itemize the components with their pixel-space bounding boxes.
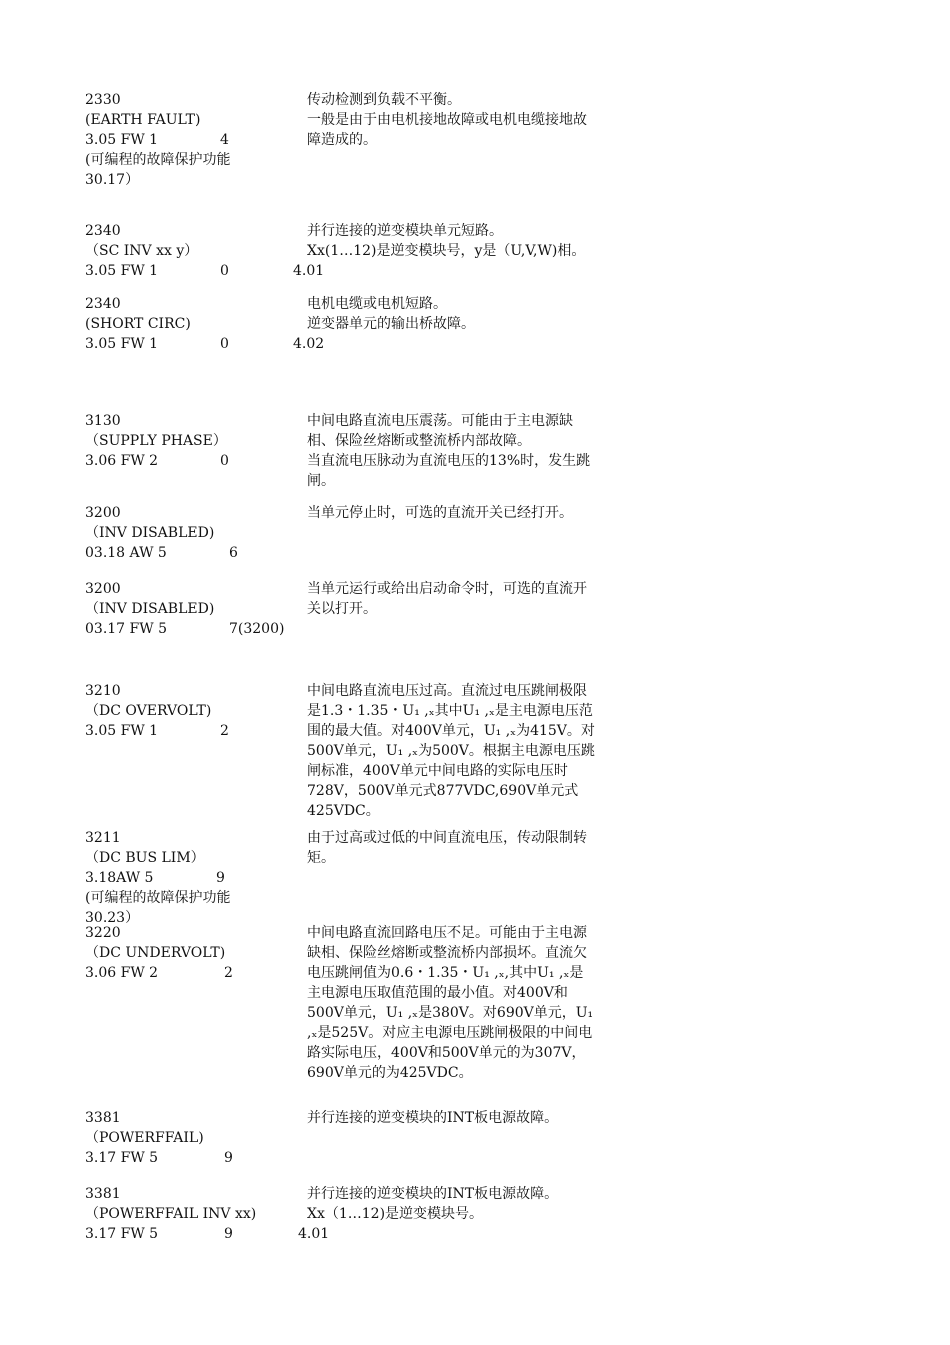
description-line: 中间电路直流电压过高。直流过电压跳闸极限是1.3・1.35・U₁ ,ₓ其中U₁ ,ₓ是主电源电压范围的最大值。对400V单元，U₁ ,ₓ为415V。对500V单元，U₁ ,ₓ为500V。根据主电源电压跳闸标准，400V单元中间电路的实际电压时728V，500V单元式877VDC,690V单元式425VDC。 <box>307 683 595 819</box>
fault-note-param: 30.17） <box>85 172 140 188</box>
fault-description <box>307 1184 597 1224</box>
description-line: 由于过高或过低的中间直流电压，传动限制转矩。 <box>307 830 587 866</box>
fault-parameter: 3.05 FW 1 <box>85 263 159 279</box>
fault-parameter: 3.17 FW 5 <box>85 1226 159 1242</box>
fault-bit: 9 <box>224 1150 233 1166</box>
fault-bit: 0 <box>220 263 229 279</box>
description-line: 中间电路直流电压震荡。可能由于主电源缺相、保险丝熔断或整流桥内部故障。 <box>307 413 573 449</box>
fault-note: (可编程的故障保护功能 <box>85 890 231 906</box>
fault-parameter: 03.18 AW 5 <box>85 545 167 561</box>
fault-name: （DC UNDERVOLT) <box>85 945 226 961</box>
fault-code: 2330 <box>85 92 121 108</box>
fault-bit: 7(3200) <box>229 621 285 637</box>
fault-name: （POWERFFAIL INV xx) <box>85 1206 257 1222</box>
fault-parameter: 3.05 FW 1 <box>85 723 159 739</box>
fault-name: （INV DISABLED) <box>85 601 215 617</box>
fault-description <box>307 579 597 619</box>
fault-code: 3220 <box>85 925 121 941</box>
fault-code: 3200 <box>85 505 121 521</box>
description-line: Xx（1…12)是逆变模块号。 <box>307 1206 484 1222</box>
fault-description <box>307 828 597 868</box>
fault-description <box>307 1108 597 1128</box>
fault-description <box>307 681 597 821</box>
description-line: 逆变器单元的输出桥故障。 <box>307 316 475 332</box>
fault-code: 3130 <box>85 413 121 429</box>
fault-note: (可编程的故障保护功能 <box>85 152 231 168</box>
fault-name: （INV DISABLED) <box>85 525 215 541</box>
fault-extra-code: 4.01 <box>298 1226 330 1242</box>
description-line: 当单元停止时，可选的直流开关已经打开。 <box>307 505 573 521</box>
fault-parameter: 3.05 FW 1 <box>85 132 159 148</box>
fault-name: （SUPPLY PHASE） <box>85 433 227 449</box>
description-line: 一般是由于由电机接地故障或电机电缆接地故障造成的。 <box>307 112 587 148</box>
fault-code: 3210 <box>85 683 121 699</box>
fault-bit: 9 <box>216 870 225 886</box>
description-line: 并行连接的逆变模块的INT板电源故障。 <box>307 1110 559 1126</box>
fault-note-param: 30.23） <box>85 910 140 926</box>
description-line: 电机电缆或电机短路。 <box>307 296 447 312</box>
fault-code: 2340 <box>85 223 121 239</box>
fault-name: （SC INV xx y） <box>85 243 199 259</box>
description-line: Xx(1…12)是逆变模块号，y是（U,V,W)相。 <box>307 243 586 259</box>
fault-bit: 2 <box>224 965 233 981</box>
fault-code: 3211 <box>85 830 121 846</box>
fault-name: （POWERFFAIL) <box>85 1130 204 1146</box>
fault-parameter: 3.05 FW 1 <box>85 336 159 352</box>
fault-bit: 2 <box>220 723 229 739</box>
description-line: 中间电路直流回路电压不足。可能由于主电源缺相、保险丝熔断或整流桥内部损坏。直流欠电压跳闸值为0.6・1.35・U₁ ,ₓ,其中U₁ ,ₓ是主电源电压取值范围的最小值。对400V和500V单元，U₁ ,ₓ是380V。对690V单元，U₁ ,ₓ是525V。对应主电源电压跳闸极限的中间电路实际电压，400V和500V单元的为307V，690V单元的为425VDC。 <box>307 925 594 1081</box>
fault-description <box>307 411 597 491</box>
fault-extra-code: 4.02 <box>293 336 325 352</box>
fault-parameter: 3.17 FW 5 <box>85 1150 159 1166</box>
fault-description <box>307 294 597 334</box>
fault-extra-code: 4.01 <box>293 263 325 279</box>
fault-description <box>307 221 597 261</box>
fault-name: （DC OVERVOLT) <box>85 703 212 719</box>
fault-bit: 0 <box>220 336 229 352</box>
fault-parameter: 3.18AW 5 <box>85 870 154 886</box>
description-line: 当单元运行或给出启动命令时，可选的直流开关以打开。 <box>307 581 587 617</box>
fault-bit: 6 <box>229 545 238 561</box>
fault-name: （DC BUS LIM） <box>85 850 205 866</box>
fault-description <box>307 503 597 523</box>
fault-description <box>307 90 597 150</box>
fault-code: 3200 <box>85 581 121 597</box>
fault-bit: 9 <box>224 1226 233 1242</box>
fault-code: 3381 <box>85 1110 121 1126</box>
description-line: 传动检测到负载不平衡。 <box>307 92 461 108</box>
fault-name: (EARTH FAULT) <box>85 112 201 128</box>
description-line: 当直流电压脉动为直流电压的13%时，发生跳闸。 <box>307 453 591 489</box>
fault-parameter: 3.06 FW 2 <box>85 453 159 469</box>
fault-code: 2340 <box>85 296 121 312</box>
fault-bit: 4 <box>220 132 229 148</box>
description-line: 并行连接的逆变模块的INT板电源故障。 <box>307 1186 559 1202</box>
description-line: 并行连接的逆变模块单元短路。 <box>307 223 503 239</box>
fault-parameter: 3.06 FW 2 <box>85 965 159 981</box>
fault-parameter: 03.17 FW 5 <box>85 621 167 637</box>
fault-bit: 0 <box>220 453 229 469</box>
fault-name: (SHORT CIRC) <box>85 316 191 332</box>
fault-code: 3381 <box>85 1186 121 1202</box>
fault-description <box>307 923 597 1083</box>
